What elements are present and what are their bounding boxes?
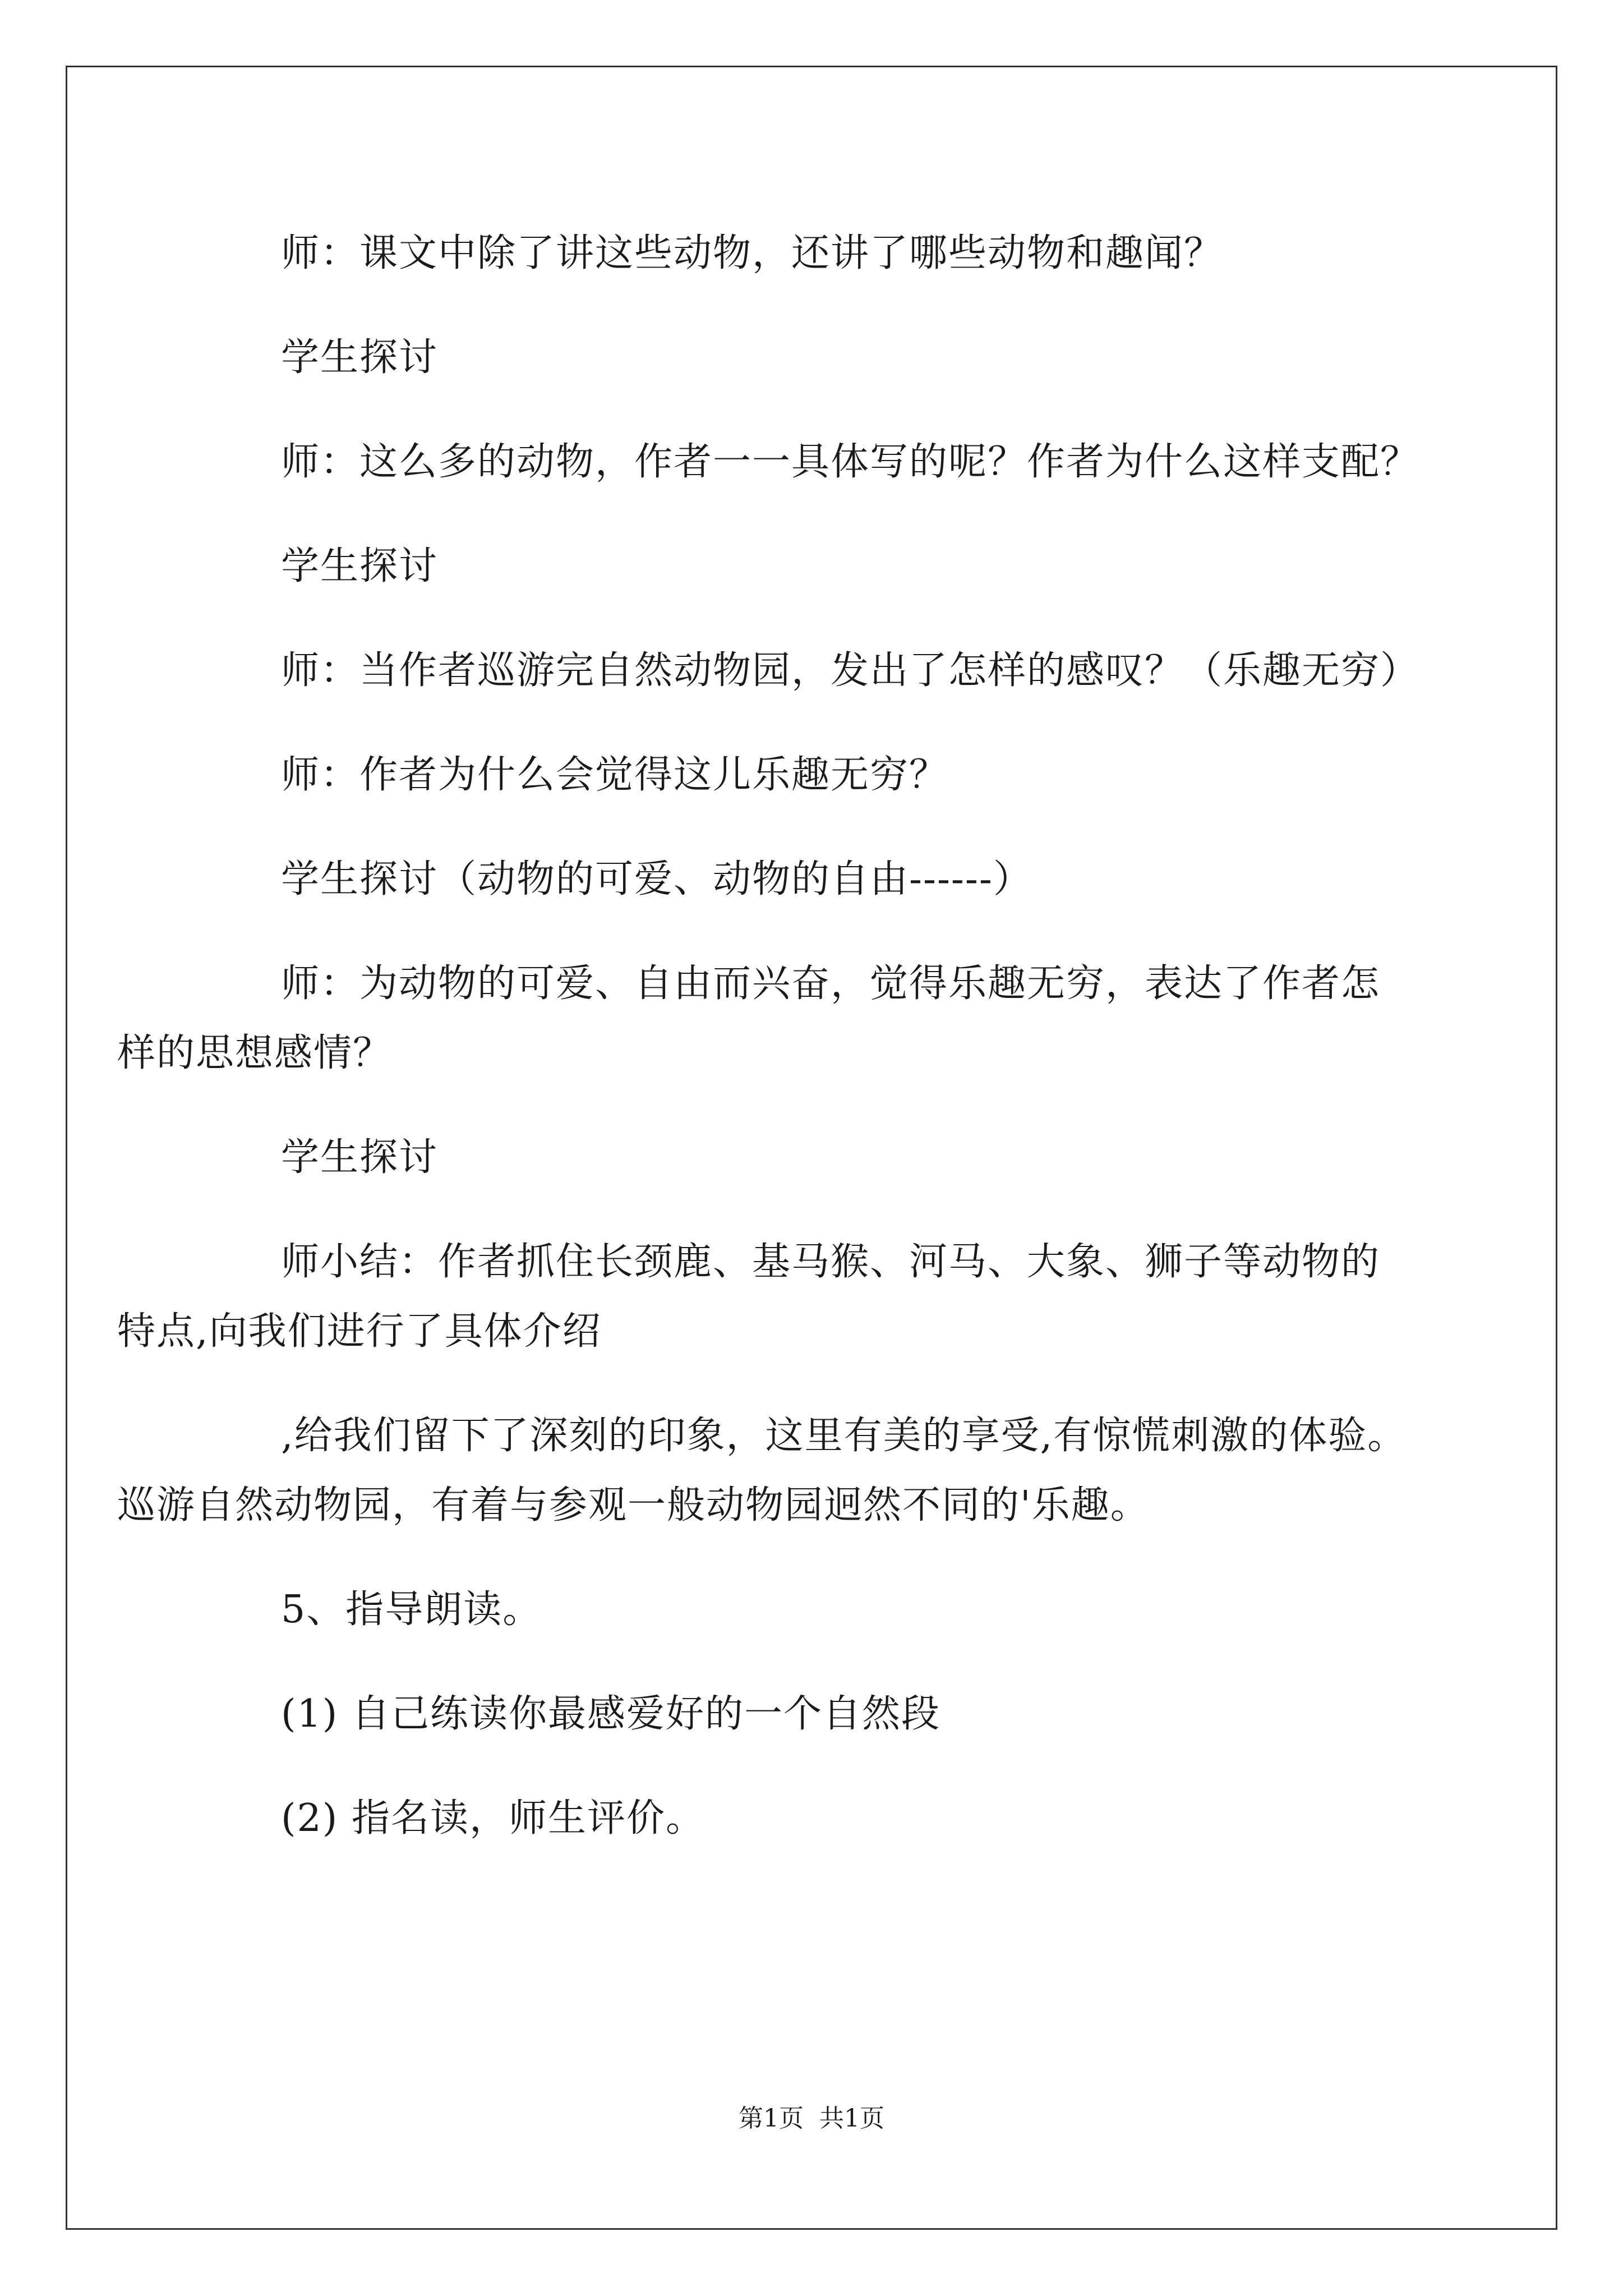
paragraph [199, 219, 1455, 288]
text-line: 学生探讨 [281, 544, 439, 588]
page-number-current: 第1页 [739, 2104, 804, 2133]
page-footer [0, 2098, 1623, 2134]
paragraph [199, 636, 1455, 706]
text-line: ,给我们留下了深刻的印象，这里有美的享受,有惊慌刺激的体验。 [281, 1414, 1407, 1458]
text-line: 学生探讨（动物的可爱、动物的自由------） [281, 857, 1032, 901]
text-line: 巡游自然动物园，有着与参观一般动物园迥然不同的'乐趣。 [117, 1483, 1150, 1527]
paragraph [199, 1575, 1455, 1645]
paragraph [117, 1401, 1455, 1540]
paragraph [199, 1784, 1455, 1853]
paragraph [199, 1123, 1455, 1193]
text-line: 学生探讨 [281, 1135, 439, 1180]
text-line: 师小结：作者抓住长颈鹿、基马猴、河马、大象、狮子等动物的 [281, 1240, 1381, 1284]
text-line: 特点,向我们进行了具体介绍 [117, 1309, 602, 1354]
paragraph [117, 1227, 1455, 1366]
text-line: 师：课文中除了讲这些动物，还讲了哪些动物和趣闻？ [281, 231, 1224, 275]
paragraph [199, 532, 1455, 601]
paragraph [199, 323, 1455, 393]
text-line: 师：这么多的动物，作者一一具体写的呢？作者为什么这样支配？ [281, 440, 1420, 484]
text-line: (2) 指名读，师生评价。 [281, 1796, 705, 1841]
text-line: 师：当作者巡游完自然动物园，发出了怎样的感叹？（乐趣无穷） [281, 648, 1420, 693]
document-body [117, 219, 1455, 1888]
paragraph [199, 740, 1455, 810]
paragraph [199, 845, 1455, 914]
text-line: 师：作者为什么会觉得这儿乐趣无穷？ [281, 753, 949, 797]
page-number-total: 共1页 [819, 2104, 884, 2133]
text-line: 师：为动物的可爱、自由而兴奋，觉得乐趣无穷，表达了作者怎 [281, 961, 1381, 1006]
paragraph [117, 949, 1455, 1088]
text-line: (1) 自己练读你最感爱好的一个自然段 [281, 1692, 940, 1736]
text-line: 学生探讨 [281, 335, 439, 380]
paragraph [199, 427, 1455, 497]
text-line: 样的思想感情？ [117, 1031, 393, 1075]
text-line: 5、指导朗读。 [281, 1588, 542, 1632]
paragraph [199, 1680, 1455, 1749]
